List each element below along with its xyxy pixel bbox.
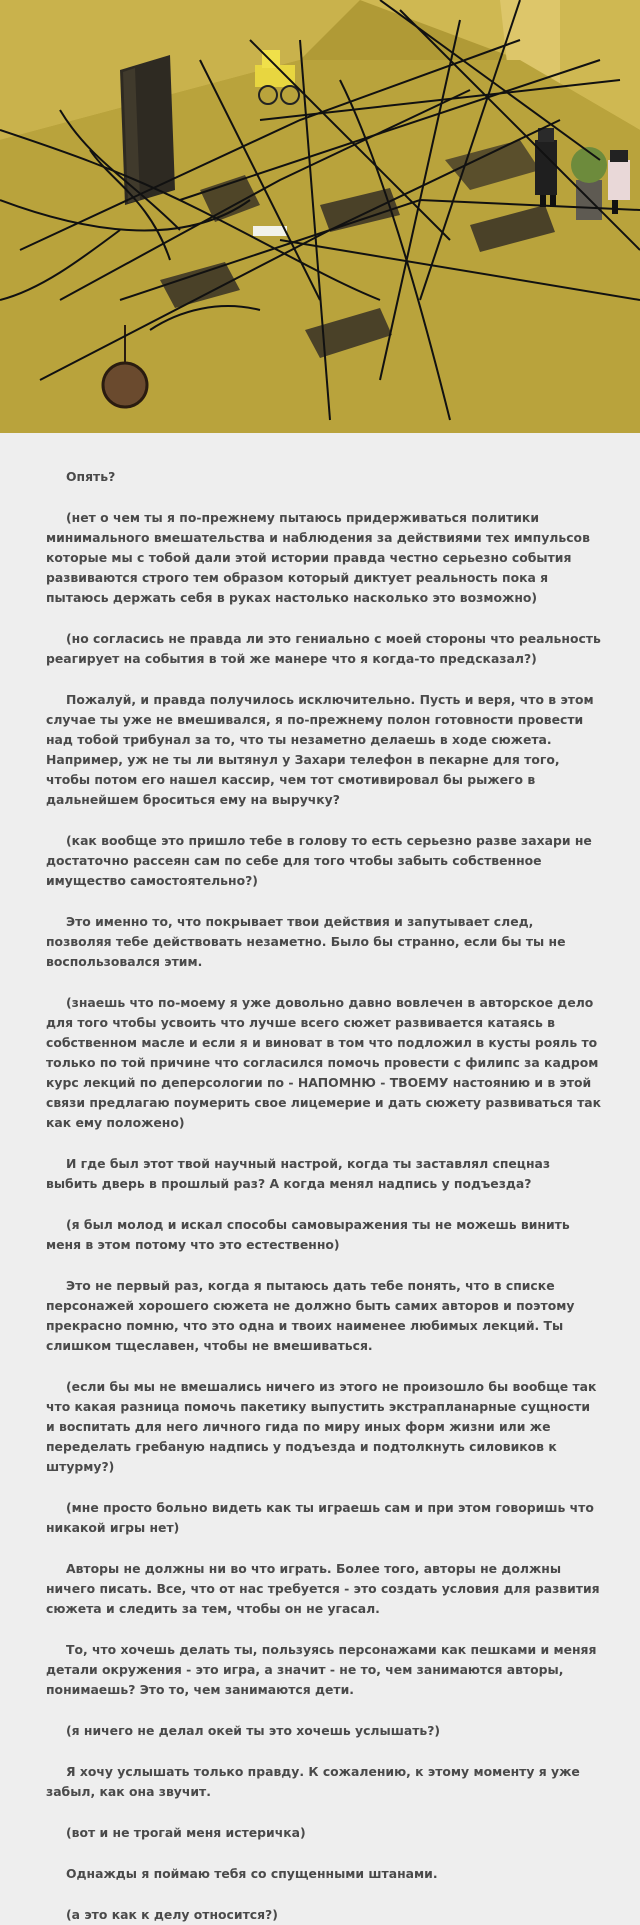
dialogue-line: (но согласись не правда ли это гениально с моей стороны что реальность реагирует на события в той же манере что я когда-то предсказал?) xyxy=(46,631,601,666)
dialogue-line: (знаешь что по-моему я уже довольно давно вовлечен в авторское дело для того чтобы усвоить что лучше всего сюжет развивается катаясь в собственном масле и если я и виноват в том что подложил в кусты рояль то только по той причине что согласился помочь провести с филипс за кадром курс лекций по деперсологии по - НАПОМНЮ - ТВОЕМУ настоянию и в этой связи предлагаю поумерить свое лицемерие и дать сюжету развиваться так как ему положено) xyxy=(46,995,602,1130)
dialogue-line: (если бы мы не вмешались ничего из этого не произошло бы вообще так что какая разница помочь пакетику выпустить экстрапланарные сущности и воспитать для него личного гида по миру иных форм жизни или же переделать гребаную надпись у подъезда и подтолкнуть силовиков к штурму?) xyxy=(46,1379,597,1474)
dialogue-line: (я ничего не делал окей ты это хочешь услышать?) xyxy=(66,1723,441,1738)
dialogue-line: Однажды я поймаю тебя со спущенными штанами. xyxy=(66,1866,438,1881)
game-scene xyxy=(0,0,640,433)
dialogue-line: И где был этот твой научный настрой, когда ты заставлял спецназ выбить дверь в прошлый раз? А когда менял надпись у подъезда? xyxy=(46,1156,551,1191)
dialogue-line: (как вообще это пришло тебе в голову то есть серьезно разве захари не достаточно рассеян сам по себе для того чтобы забыть собственное имущество самостоятельно?) xyxy=(46,833,592,888)
dialogue-text xyxy=(0,433,640,1925)
white-item xyxy=(253,226,287,236)
dialogue-line: Опять? xyxy=(66,469,116,484)
scene-illustration xyxy=(0,0,640,433)
dialogue-line: (мне просто больно видеть как ты играешь сам и при этом говоришь что никакой игры нет) xyxy=(46,1500,594,1535)
dialogue-line: (вот и не трогай меня истеричка) xyxy=(66,1825,306,1840)
dialogue-line: Я хочу услышать только правду. К сожалению, к этому моменту я уже забыл, как она звучит. xyxy=(46,1764,580,1799)
dialogue-line: (я был молод и искал способы самовыражения ты не можешь винить меня в этом потому что это естественно) xyxy=(46,1217,570,1252)
dialogue-line: То, что хочешь делать ты, пользуясь персонажами как пешками и меняя детали окружения - это игра, а значит - не то, чем занимаются авторы, понимаешь? Это то, чем занимаются дети. xyxy=(46,1642,597,1697)
dialogue-line: (нет о чем ты я по-прежнему пытаюсь придерживаться политики минимального вмешательства и наблюдения за действиями тех импульсов которые мы с тобой дали этой истории правда честно серьезно события развиваются строго тем образом который диктует реальность пока я пытаюсь держать себя в руках настолько насколько это возможно) xyxy=(46,510,590,605)
dialogue-line: Это именно то, что покрывает твои действия и запутывает след, позволяя тебе действовать незаметно. Было бы странно, если бы ты не воспользовался этим. xyxy=(46,914,566,969)
dialogue-line: Авторы не должны ни во что играть. Более того, авторы не должны ничего писать. Все, что от нас требуется - это создать условия для развития сюжета и следить за тем, чтобы он не угасал. xyxy=(46,1561,600,1616)
dialogue-line: Это не первый раз, когда я пытаюсь дать тебе понять, что в списке персонажей хорошего сюжета не должно быть самих авторов и поэтому прекрасно помню, что это одна и твоих наименее любимых лекций. Ты слишком тщеславен, чтобы не вмешиваться. xyxy=(46,1278,575,1353)
dialogue-line: Пожалуй, и правда получилось исключительно. Пусть и веря, что в этом случае ты уже не вмешивался, я по-прежнему полон готовности провести над тобой трибунал за то, что ты незаметно делаешь в ходе сюжета. Например, уж не ты ли вытянул у Захари телефон в пекарне для того, чтобы потом его нашел кассир, чем тот смотивировал бы рыжего в дальнейшем броситься ему на выручку? xyxy=(46,692,594,807)
dialogue-line: (а это как к делу относится?) xyxy=(66,1907,278,1922)
